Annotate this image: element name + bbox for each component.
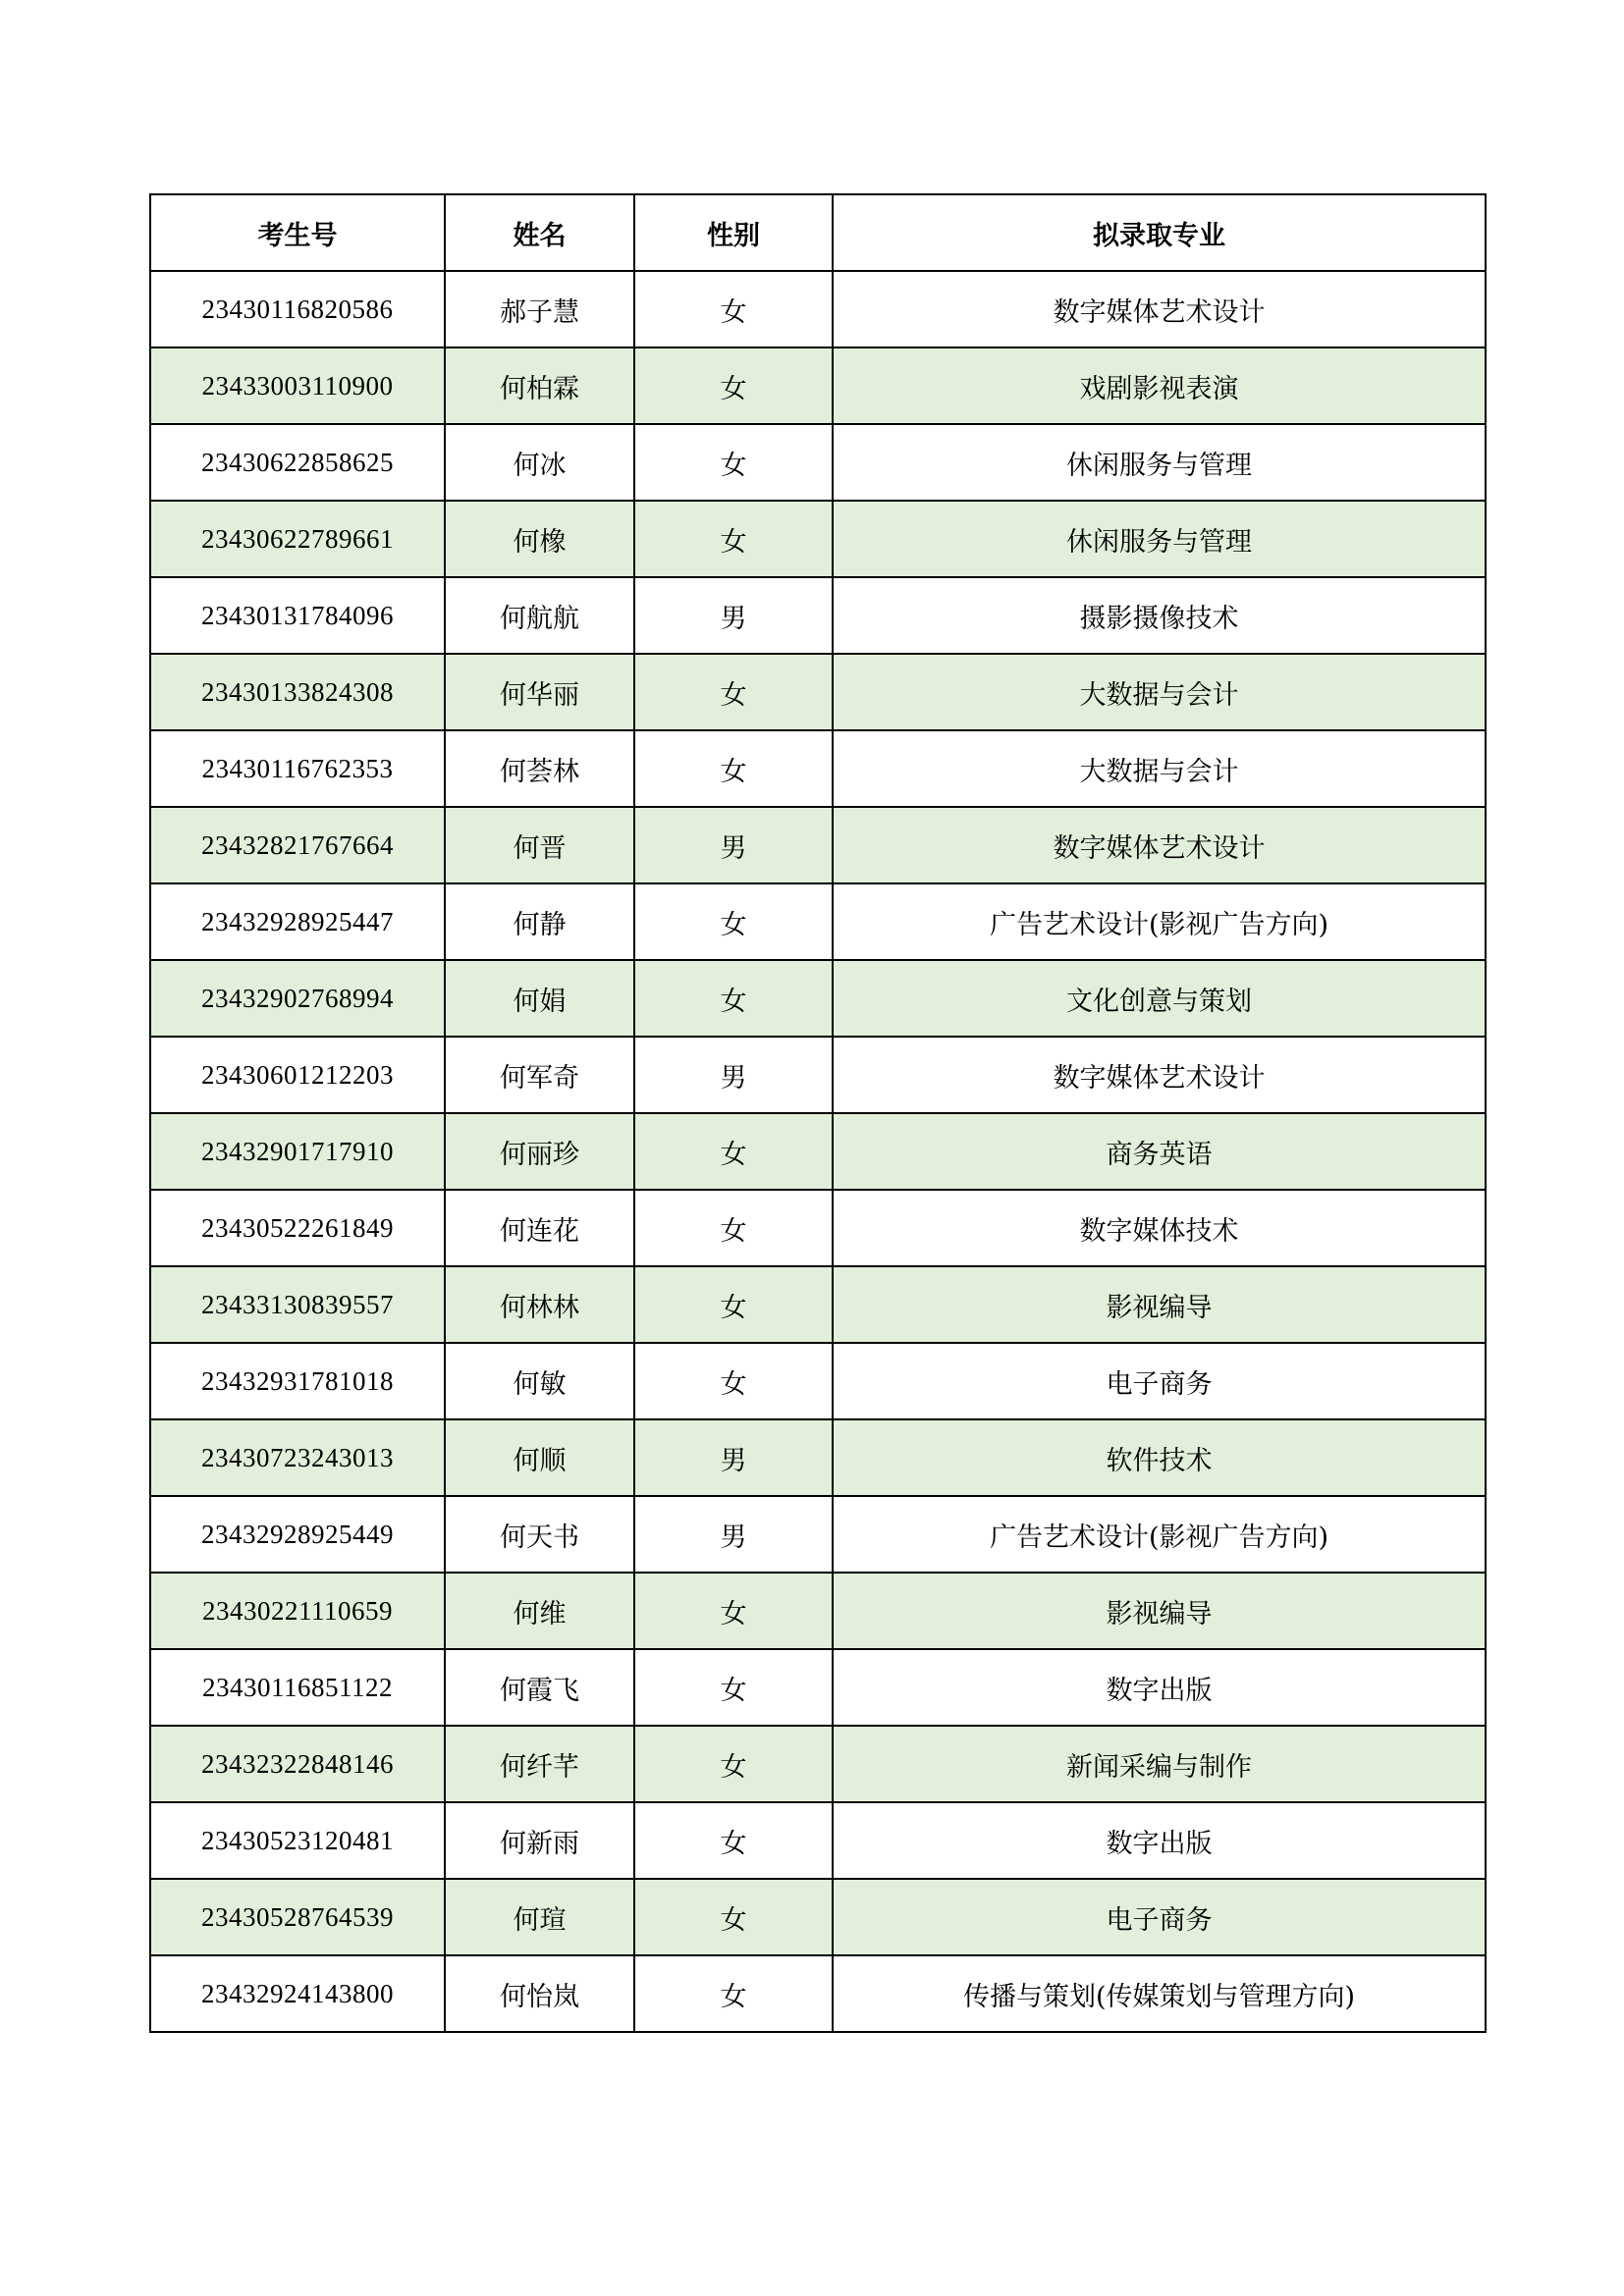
cell-gender: 女 [634, 347, 833, 424]
cell-major: 数字媒体艺术设计 [833, 807, 1486, 883]
cell-gender: 男 [634, 807, 833, 883]
cell-gender: 男 [634, 1496, 833, 1573]
cell-major: 休闲服务与管理 [833, 424, 1486, 501]
cell-gender: 女 [634, 1726, 833, 1802]
cell-major: 数字媒体技术 [833, 1190, 1486, 1266]
cell-name: 何霞飞 [445, 1649, 634, 1726]
cell-candidate-number: 23432901717910 [150, 1113, 445, 1190]
cell-gender: 女 [634, 730, 833, 807]
cell-major: 数字出版 [833, 1649, 1486, 1726]
cell-major: 戏剧影视表演 [833, 347, 1486, 424]
cell-name: 何林林 [445, 1266, 634, 1343]
cell-gender: 女 [634, 1266, 833, 1343]
cell-name: 何丽珍 [445, 1113, 634, 1190]
cell-candidate-number: 23430601212203 [150, 1037, 445, 1113]
table-row [150, 1955, 1486, 2032]
cell-candidate-number: 23430622789661 [150, 501, 445, 577]
table-row [150, 883, 1486, 960]
cell-major: 摄影摄像技术 [833, 577, 1486, 654]
cell-major: 数字出版 [833, 1802, 1486, 1879]
cell-gender: 女 [634, 1190, 833, 1266]
cell-gender: 女 [634, 960, 833, 1037]
cell-candidate-number: 23430133824308 [150, 654, 445, 730]
cell-candidate-number: 23432902768994 [150, 960, 445, 1037]
table-row [150, 501, 1486, 577]
cell-gender: 男 [634, 1419, 833, 1496]
cell-major: 软件技术 [833, 1419, 1486, 1496]
cell-major: 文化创意与策划 [833, 960, 1486, 1037]
header-gender: 性别 [634, 194, 833, 271]
cell-major: 影视编导 [833, 1266, 1486, 1343]
cell-candidate-number: 23433130839557 [150, 1266, 445, 1343]
admission-table [149, 193, 1487, 2033]
cell-name: 何怡岚 [445, 1955, 634, 2032]
table-row [150, 730, 1486, 807]
cell-name: 何敏 [445, 1343, 634, 1419]
cell-gender: 女 [634, 883, 833, 960]
header-row [150, 194, 1486, 271]
cell-candidate-number: 23430723243013 [150, 1419, 445, 1496]
cell-candidate-number: 23432322848146 [150, 1726, 445, 1802]
header-major: 拟录取专业 [833, 194, 1486, 271]
cell-candidate-number: 23430622858625 [150, 424, 445, 501]
cell-name: 何天书 [445, 1496, 634, 1573]
table-row [150, 1343, 1486, 1419]
cell-name: 何静 [445, 883, 634, 960]
cell-candidate-number: 23430116851122 [150, 1649, 445, 1726]
admission-list-sheet [149, 193, 1485, 2033]
cell-gender: 女 [634, 1802, 833, 1879]
cell-candidate-number: 23430522261849 [150, 1190, 445, 1266]
header-candidate-number: 考生号 [150, 194, 445, 271]
table-row [150, 1802, 1486, 1879]
cell-name: 何顺 [445, 1419, 634, 1496]
cell-name: 何瑄 [445, 1879, 634, 1955]
cell-major: 大数据与会计 [833, 730, 1486, 807]
table-row [150, 1190, 1486, 1266]
table-row [150, 807, 1486, 883]
table-row [150, 1419, 1486, 1496]
cell-name: 何柏霖 [445, 347, 634, 424]
cell-gender: 女 [634, 1955, 833, 2032]
cell-major: 广告艺术设计(影视广告方向) [833, 1496, 1486, 1573]
header-name: 姓名 [445, 194, 634, 271]
cell-major: 数字媒体艺术设计 [833, 1037, 1486, 1113]
cell-major: 大数据与会计 [833, 654, 1486, 730]
cell-name: 郝子慧 [445, 271, 634, 347]
table-row [150, 1496, 1486, 1573]
cell-name: 何晋 [445, 807, 634, 883]
cell-gender: 女 [634, 501, 833, 577]
cell-name: 何维 [445, 1573, 634, 1649]
cell-candidate-number: 23430528764539 [150, 1879, 445, 1955]
cell-candidate-number: 23432821767664 [150, 807, 445, 883]
cell-major: 传播与策划(传媒策划与管理方向) [833, 1955, 1486, 2032]
cell-name: 何荟林 [445, 730, 634, 807]
cell-name: 何新雨 [445, 1802, 634, 1879]
cell-candidate-number: 23430131784096 [150, 577, 445, 654]
table-row [150, 347, 1486, 424]
table-row [150, 654, 1486, 730]
cell-candidate-number: 23430523120481 [150, 1802, 445, 1879]
table-row [150, 1726, 1486, 1802]
cell-gender: 男 [634, 577, 833, 654]
cell-gender: 女 [634, 271, 833, 347]
cell-name: 何纤芊 [445, 1726, 634, 1802]
cell-candidate-number: 23432931781018 [150, 1343, 445, 1419]
table-row [150, 1649, 1486, 1726]
table-row [150, 1113, 1486, 1190]
cell-candidate-number: 23433003110900 [150, 347, 445, 424]
cell-candidate-number: 23432928925447 [150, 883, 445, 960]
cell-gender: 女 [634, 1879, 833, 1955]
table-row [150, 1573, 1486, 1649]
cell-major: 数字媒体艺术设计 [833, 271, 1486, 347]
cell-name: 何军奇 [445, 1037, 634, 1113]
table-row [150, 577, 1486, 654]
table-body [150, 271, 1486, 2032]
cell-name: 何连花 [445, 1190, 634, 1266]
cell-candidate-number: 23430116762353 [150, 730, 445, 807]
cell-name: 何橡 [445, 501, 634, 577]
cell-major: 新闻采编与制作 [833, 1726, 1486, 1802]
cell-candidate-number: 23430116820586 [150, 271, 445, 347]
table-row [150, 1266, 1486, 1343]
cell-candidate-number: 23432928925449 [150, 1496, 445, 1573]
cell-name: 何冰 [445, 424, 634, 501]
cell-major: 电子商务 [833, 1879, 1486, 1955]
table-row [150, 960, 1486, 1037]
cell-major: 影视编导 [833, 1573, 1486, 1649]
cell-candidate-number: 23432924143800 [150, 1955, 445, 2032]
cell-major: 休闲服务与管理 [833, 501, 1486, 577]
cell-gender: 男 [634, 1037, 833, 1113]
cell-name: 何娟 [445, 960, 634, 1037]
cell-major: 广告艺术设计(影视广告方向) [833, 883, 1486, 960]
cell-candidate-number: 23430221110659 [150, 1573, 445, 1649]
table-row [150, 1037, 1486, 1113]
cell-major: 电子商务 [833, 1343, 1486, 1419]
table-row [150, 1879, 1486, 1955]
cell-gender: 女 [634, 654, 833, 730]
cell-gender: 女 [634, 1343, 833, 1419]
cell-name: 何航航 [445, 577, 634, 654]
table-row [150, 271, 1486, 347]
cell-gender: 女 [634, 1113, 833, 1190]
cell-gender: 女 [634, 1573, 833, 1649]
table-row [150, 424, 1486, 501]
cell-major: 商务英语 [833, 1113, 1486, 1190]
cell-gender: 女 [634, 1649, 833, 1726]
cell-name: 何华丽 [445, 654, 634, 730]
cell-gender: 女 [634, 424, 833, 501]
